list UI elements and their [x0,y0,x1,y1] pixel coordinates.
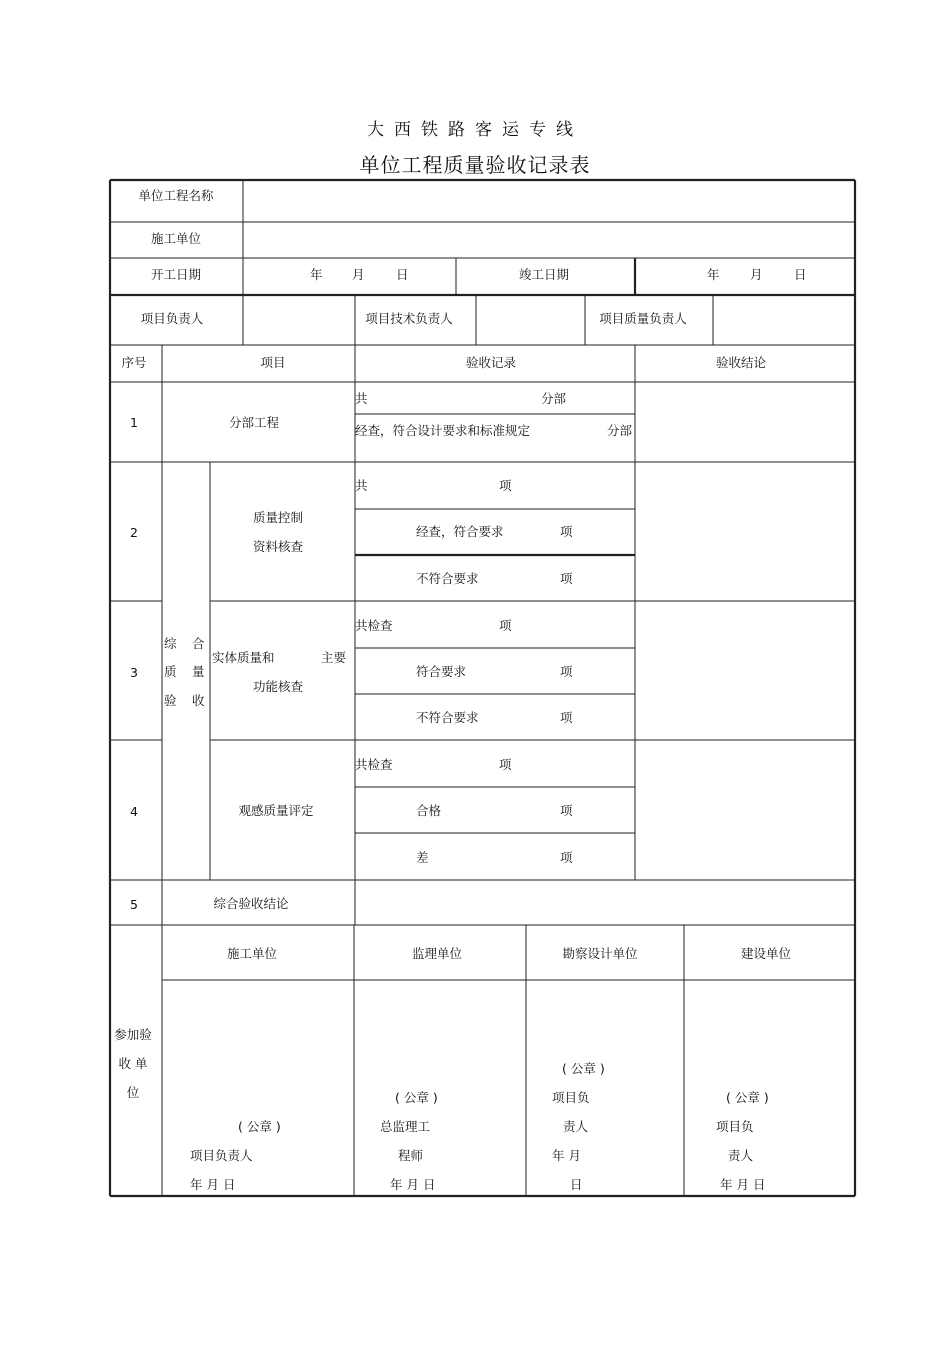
owner-person-line2: 责人 [728,1148,754,1163]
column-record: 验收记录 [465,355,517,370]
row5-item: 综合验收结论 [213,896,289,911]
construction-person: 项目负责人 [190,1148,253,1163]
group-label-char: 综 [164,636,177,651]
start-date-label: 开工日期 [150,267,202,282]
completion-year-label: 年 [707,267,720,282]
design-person-line2: 责人 [563,1119,589,1134]
design-person-line1: 项目负 [552,1090,590,1105]
design-seal: ( 公章 ) [562,1061,605,1076]
group-label-char: 量 [192,664,205,679]
supervision-unit-name: 监理单位 [411,946,463,961]
supervision-seal: ( 公章 ) [395,1090,438,1105]
row2-rec1-suffix: 项 [499,478,512,493]
group-label-char: 合 [192,636,205,651]
row2-item-line1: 质量控制 [252,510,304,525]
row2-rec1-prefix: 共 [355,478,368,493]
row2-item-line2: 资料核查 [252,539,304,554]
row3-item-line1-b: 主要 [321,650,347,665]
quality-manager-label: 项目质量负责人 [599,311,687,326]
construction-unit-name: 施工单位 [226,946,278,961]
group-label-char: 收 [192,693,205,708]
row1-no: 1 [130,415,138,430]
row1-total-prefix: 共 [355,391,368,406]
row3-item-line2: 功能核查 [252,679,304,694]
row2-rec2-prefix: 经查，符合要求 [416,524,504,539]
completion-month-label: 月 [750,267,763,282]
completion-date-label: 竣工日期 [518,267,570,282]
row2-rec3-prefix: 不符合要求 [416,571,479,586]
row3-rec2-suffix: 项 [560,664,573,679]
railway-line-title: 大西铁路客运专线 [367,120,583,140]
row3-rec3-prefix: 不符合要求 [416,710,479,725]
row4-rec1-prefix: 共检查 [355,757,393,772]
row3-no: 3 [130,665,138,680]
row4-rec3-prefix: 差 [416,850,429,865]
start-year-label: 年 [310,267,323,282]
row3-rec2-prefix: 符合要求 [416,664,467,679]
design-unit-name: 勘察设计单位 [562,946,638,961]
construction-unit-label: 施工单位 [150,231,202,246]
form-title: 单位工程质量验收记录表 [359,153,591,177]
participants-label-line3: 位 [126,1085,140,1100]
start-day-label: 日 [396,267,409,282]
column-item: 项目 [260,355,286,370]
construction-date: 年 月 日 [190,1177,236,1192]
owner-unit-name: 建设单位 [740,946,792,961]
supervision-date: 年 月 日 [390,1177,436,1192]
row4-rec2-suffix: 项 [560,803,573,818]
completion-day-label: 日 [794,267,807,282]
project-manager-label: 项目负责人 [140,311,204,326]
participants-label-line2: 收 单 [118,1056,148,1071]
owner-date: 年 月 日 [720,1177,766,1192]
row2-rec2-suffix: 项 [560,524,573,539]
start-month-label: 月 [352,267,365,282]
row2-no: 2 [130,525,138,540]
row4-rec2-prefix: 合格 [416,803,442,818]
unit-name-label: 单位工程名称 [138,188,214,203]
column-conclusion: 验收结论 [715,355,767,370]
row1-item: 分部工程 [228,415,280,430]
group-label-char: 质 [164,664,177,679]
row4-rec3-suffix: 项 [560,850,573,865]
row4-item: 观感质量评定 [238,803,314,818]
row3-rec3-suffix: 项 [560,710,573,725]
row1-total-suffix: 分部 [541,391,567,406]
row5-no: 5 [130,897,138,912]
supervision-person-line2: 程师 [398,1148,424,1163]
tech-manager-label: 项目技术负责人 [365,311,453,326]
column-no: 序号 [121,355,147,370]
owner-person-line1: 项目负 [716,1119,754,1134]
row2-rec3-suffix: 项 [560,571,573,586]
row3-rec1-prefix: 共检查 [355,618,393,633]
design-date-line2: 日 [570,1177,583,1192]
row3-item-line1-a: 实体质量和 [212,650,275,665]
row3-rec1-suffix: 项 [499,618,512,633]
participants-label-line1: 参加验 [114,1027,152,1042]
supervision-person-line1: 总监理工 [380,1119,431,1134]
construction-seal: ( 公章 ) [238,1119,281,1134]
owner-seal: ( 公章 ) [726,1090,769,1105]
design-date-line1: 年 月 [552,1148,581,1163]
row1-checked-prefix: 经查，符合设计要求和标准规定 [355,423,531,438]
row4-no: 4 [130,804,138,819]
row1-checked-suffix: 分部 [607,423,633,438]
row4-rec1-suffix: 项 [499,757,512,772]
group-label-char: 验 [164,693,177,708]
